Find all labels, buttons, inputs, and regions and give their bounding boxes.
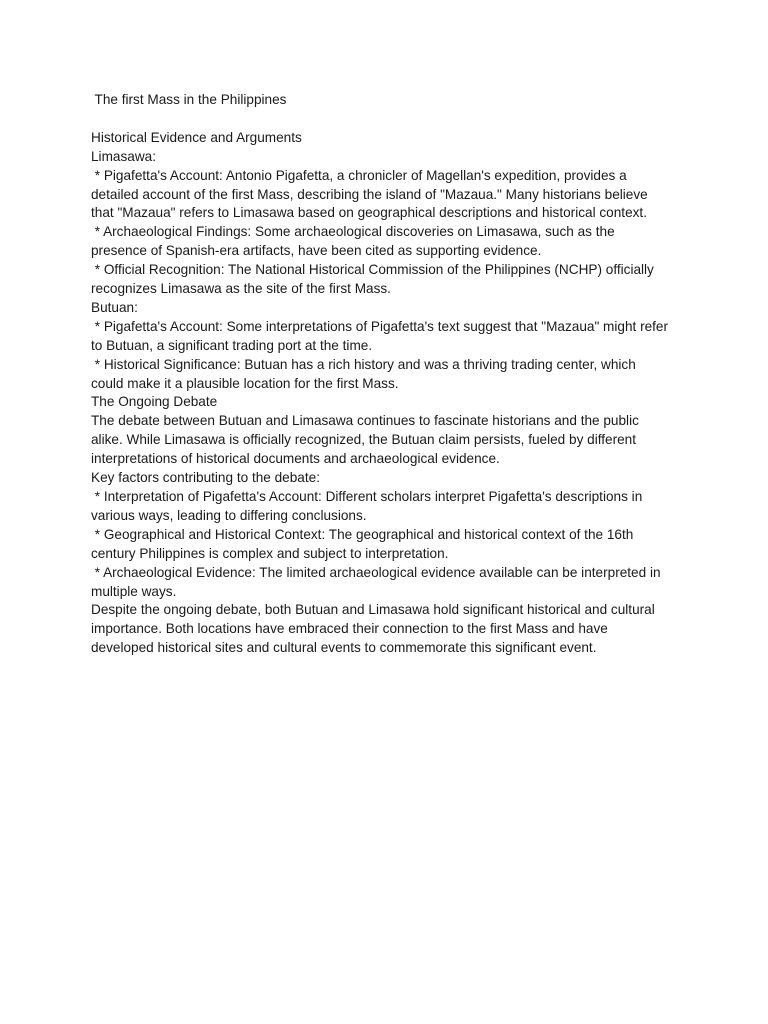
text-line: century Philippines is complex and subject to interpretation. (91, 545, 449, 561)
text-line: multiple ways. (91, 583, 177, 599)
text-line: * Pigafetta's Account: Antonio Pigafetta, a chronicler of Magellan's expedition, provides a (91, 167, 627, 183)
text-line: alike. While Limasawa is officially recognized, the Butuan claim persists, fueled by different (91, 432, 637, 448)
text-line: recognizes Limasawa as the site of the first Mass. (91, 281, 391, 297)
text-line: The debate between Butuan and Limasawa continues to fascinate historians and the public (91, 413, 639, 429)
text-line: could make it a plausible location for the first Mass. (91, 375, 399, 391)
text-line: * Archaeological Findings: Some archaeological discoveries on Limasawa, such as the (91, 224, 615, 240)
section-heading-debate: The Ongoing Debate (91, 394, 218, 410)
text-line: Despite the ongoing debate, both Butuan and Limasawa hold significant historical and cultural (91, 602, 655, 618)
text-line: * Official Recognition: The National Historical Commission of the Philippines (NCHP) officially (91, 262, 654, 278)
text-line: * Interpretation of Pigafetta's Account: Different scholars interpret Pigafetta's descriptions in (91, 489, 643, 505)
text-line: detailed account of the first Mass, describing the island of "Mazaua." Many historians believe (91, 186, 648, 202)
text-line: importance. Both locations have embraced their connection to the first Mass and have (91, 621, 608, 637)
text-line: * Pigafetta's Account: Some interpretations of Pigafetta's text suggest that "Mazaua" might refer (91, 318, 669, 334)
text-line: presence of Spanish-era artifacts, have been cited as supporting evidence. (91, 243, 542, 259)
document-page (91, 91, 691, 658)
text-line: that "Mazaua" refers to Limasawa based on geographical descriptions and historical context. (91, 205, 647, 221)
text-line: developed historical sites and cultural events to commemorate this significant event. (91, 640, 597, 656)
text-line: interpretations of historical documents and archaeological evidence. (91, 451, 500, 467)
text-line: to Butuan, a significant trading port at the time. (91, 337, 373, 353)
text-line: * Geographical and Historical Context: The geographical and historical context of the 16th (91, 526, 634, 542)
text-line: various ways, leading to differing conclusions. (91, 507, 367, 523)
text-line: * Historical Significance: Butuan has a rich history and was a thriving trading center, which (91, 356, 636, 372)
text-line: * Archaeological Evidence: The limited archaeological evidence available can be interpreted in (91, 564, 661, 580)
document-title: The first Mass in the Philippines (91, 92, 287, 107)
subheading-butuan: Butuan: (91, 299, 138, 315)
subheading-limasawa: Limasawa: (91, 148, 156, 164)
text-line: Key factors contributing to the debate: (91, 470, 320, 486)
section-heading-evidence: Historical Evidence and Arguments (91, 129, 302, 145)
